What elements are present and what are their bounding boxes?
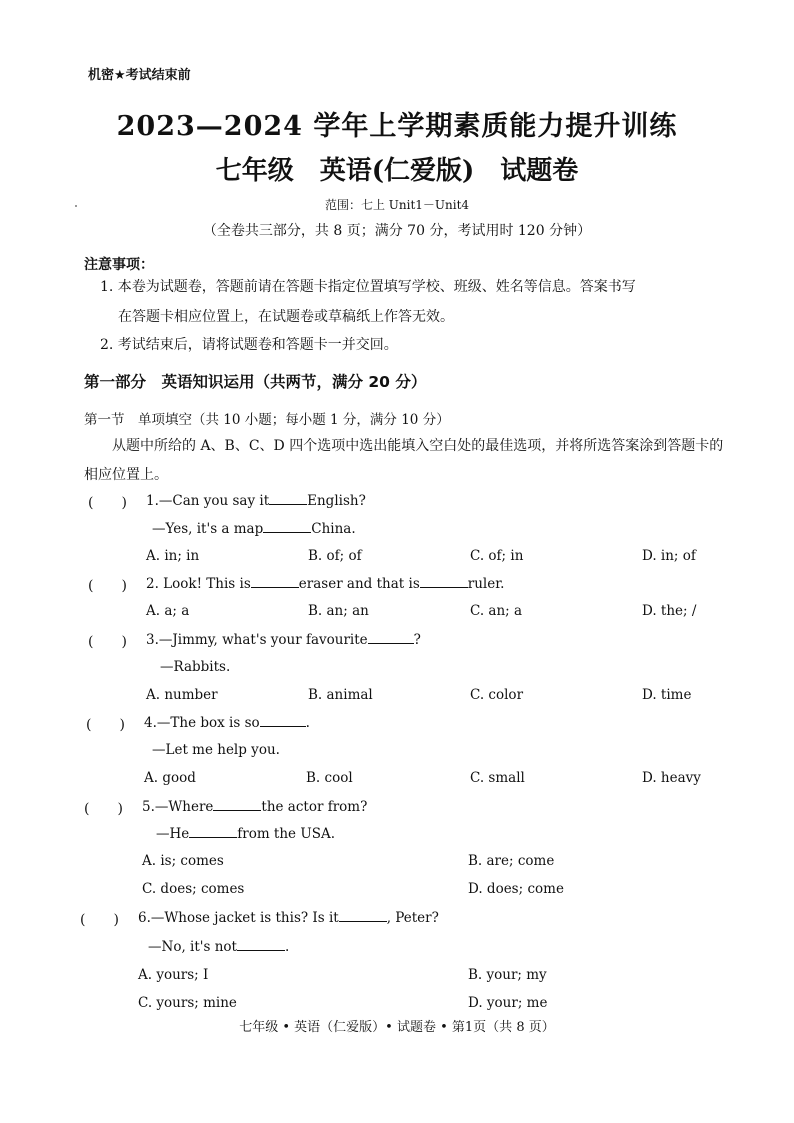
blank [260,714,306,727]
answer-paren: ( ) [86,717,125,733]
option: B. of; of [308,548,362,564]
option: A. a; a [146,603,190,619]
blank [269,492,307,505]
question-3-line-2: —Rabbits. [160,659,231,675]
question-1-line-1: 1.—Can you say it English? [146,493,366,509]
blank [189,825,237,838]
answer-paren: ( ) [80,912,119,928]
option: C. yours; mine [138,995,237,1011]
notice-item-1-line-1: 1. 本卷为试题卷，答题前请在答题卡指定位置填写学校、班级、姓名等信息。答案书写 [100,279,636,295]
section1-instruction: 从题中所给的 A、B、C、D 四个选项中选出能填入空白处的最佳选项，并将所选答案涂到答题卡的相应位置上。 [84,438,724,483]
option: C. does; comes [142,881,245,897]
option: B. an; an [308,603,369,619]
page-footer: 七年级 • 英语（仁爱版）• 试题卷 • 第1页（共 8 页） [239,1020,555,1035]
option: B. animal [308,687,373,703]
confidential-label: 机密★考试结束前 [88,68,191,83]
option: D. does; come [468,881,564,897]
exam-range: 范围：七上 Unit1－Unit4 [324,198,470,212]
notice-item-1-line-2: 在答题卡相应位置上，在试题卷或草稿纸上作答无效。 [118,309,454,325]
blank [339,909,387,922]
option: B. cool [306,770,353,786]
exam-scope: （全卷共三部分，共 8 页；满分 70 分，考试用时 120 分钟） [202,223,592,239]
blank [213,798,261,811]
option: A. good [144,770,196,786]
exam-title: 2023—2024 学年上学期素质能力提升训练 [116,111,678,142]
option: C. small [470,770,525,786]
option: D. time [642,687,692,703]
question-5-line-2: —He from the USA. [156,826,336,842]
option: A. yours; I [138,967,209,983]
section1-title: 第一节 单项填空（共 10 小题；每小题 1 分，满分 10 分） [84,412,450,428]
answer-paren: ( ) [88,495,127,511]
question-2-line-1: 2. Look! This is eraser and that is ruler. [146,576,505,592]
notice-item-2: 2. 考试结束后，请将试题卷和答题卡一并交回。 [100,337,398,353]
answer-paren: ( ) [88,578,127,594]
question-6-line-1: 6.—Whose jacket is this? Is it , Peter? [138,910,439,926]
option: A. in; in [146,548,200,564]
blank [237,938,285,951]
question-3-line-1: 3.—Jimmy, what's your favourite ? [146,632,421,648]
option: B. are; come [468,853,555,869]
option: D. your; me [468,995,548,1011]
part1-title: 第一部分 英语知识运用（共两节，满分 20 分） [84,373,427,391]
option: A. number [146,687,218,703]
answer-paren: ( ) [88,634,127,650]
question-1-line-2: —Yes, it's a map China. [152,521,356,537]
notice-heading: 注意事项： [84,257,154,273]
question-5-line-1: 5.—Where the actor from? [142,799,368,815]
option: C. color [470,687,524,703]
option: D. the; / [642,603,697,619]
blank [368,631,414,644]
blank [420,575,468,588]
blank [263,520,311,533]
question-6-line-2: —No, it's not . [148,939,290,955]
exam-subtitle: 七年级 英语(仁爱版) 试题卷 [215,156,579,186]
option: C. of; in [470,548,524,564]
blank [251,575,299,588]
option: D. in; of [642,548,696,564]
option: B. your; my [468,967,547,983]
option: A. is; comes [142,853,224,869]
option: C. an; a [470,603,523,619]
answer-paren: ( ) [84,801,123,817]
option: D. heavy [642,770,701,786]
question-4-line-2: —Let me help you. [152,742,280,758]
question-4-line-1: 4.—The box is so . [144,715,310,731]
